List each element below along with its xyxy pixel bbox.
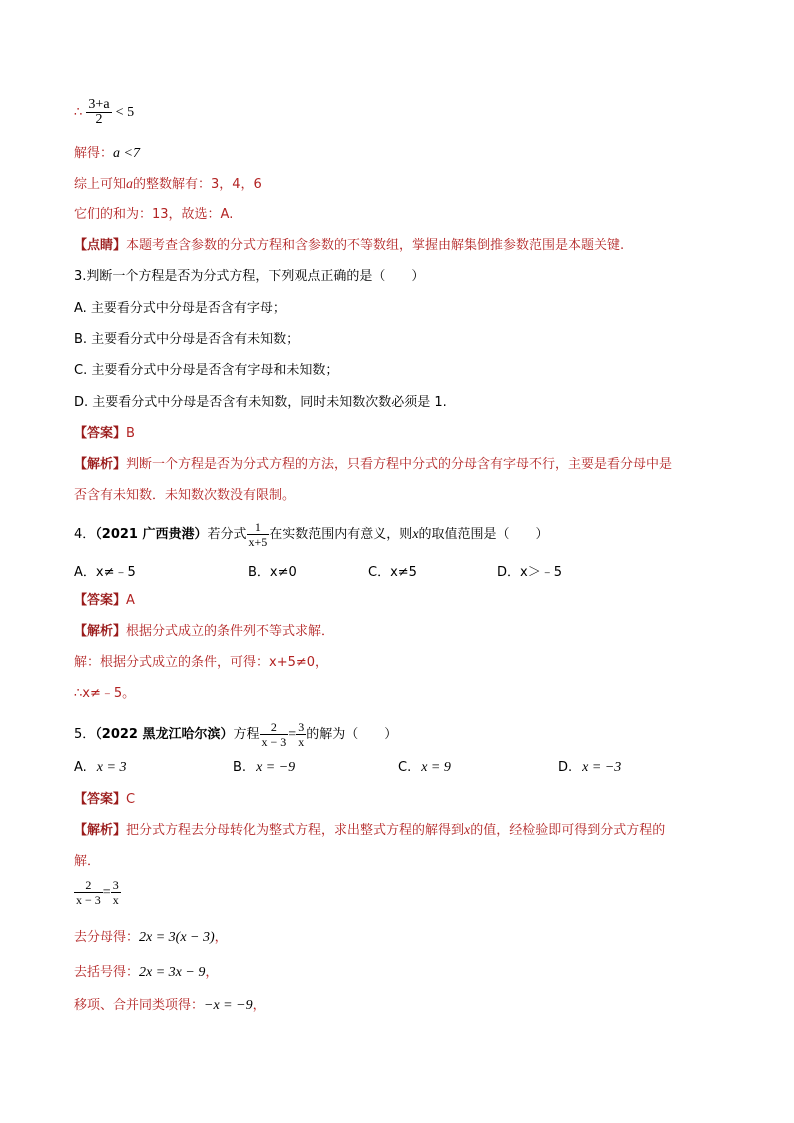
question-source: （2022 黑龙江哈尔滨） <box>95 727 234 742</box>
step-1-line: 去分母得：2x = 3(x − 3)， <box>74 930 228 945</box>
stem-text: 的解为（ ） <box>306 727 398 742</box>
question-4-option-c: C．x≠5 <box>368 565 417 580</box>
question-3-answer <box>74 425 135 443</box>
question-5-option-b: B. x = −9 <box>233 760 296 775</box>
question-5-option-c: C. x = 9 <box>398 760 451 775</box>
inequality-line <box>74 98 134 127</box>
fraction-numerator: 3 <box>112 878 119 892</box>
question-5-analysis <box>74 822 665 840</box>
answer-tag: 【答案】 <box>74 792 127 807</box>
question-4-stem <box>74 520 549 549</box>
sum-line: 它们的和为：13，故选：A. <box>74 207 234 222</box>
question-4-answer <box>74 592 135 610</box>
analysis-text: 的值，经检验即可得到分式方程的 <box>470 823 666 838</box>
fraction-denominator: x − 3 <box>261 735 287 749</box>
tip-tag: 【点睛】 <box>74 238 127 253</box>
step-3-line: 移项、合并同类项得：−x = −9， <box>74 998 266 1013</box>
question-4-option-d: D．x＞﹣5 <box>497 565 562 580</box>
fraction-denominator: x − 3 <box>76 893 101 907</box>
question-3-option-a: A. 主要看分式中分母是否含有字母； <box>74 301 286 316</box>
fraction <box>86 98 111 127</box>
question-3-option-d: D. 主要看分式中分母是否含有未知数，同时未知数次数必须是 1. <box>74 395 447 410</box>
analysis-text: 判断一个方程是否为分式方程的方法，只看方程中分式的分母含有字母不行，主要是看分母中是 <box>126 457 673 472</box>
equals-sign: = <box>288 727 297 742</box>
answer-tag: 【答案】 <box>74 593 127 608</box>
equals-sign: = <box>102 885 111 900</box>
answer-value: C <box>126 792 136 807</box>
step-label: 去分母得： <box>74 930 140 945</box>
question-4-option-b: B．x≠0 <box>248 565 297 580</box>
step-label: 去括号得： <box>74 965 140 980</box>
lhs-fraction <box>260 720 289 749</box>
answer-value: B <box>126 426 135 441</box>
answer-value: A <box>126 593 135 608</box>
question-5-option-d: D. x = −3 <box>558 760 622 775</box>
question-4-solution-2: ∴x≠﹣5。 <box>74 686 136 701</box>
fraction-numerator: 1 <box>247 520 270 535</box>
rhs-fraction <box>296 720 306 749</box>
question-5-answer <box>74 791 135 809</box>
question-4-solution-1: 解：根据分式成立的条件，可得：x+5≠0， <box>74 655 329 670</box>
step-2-line: 去括号得：2x = 3x − 9， <box>74 965 219 980</box>
fraction-denominator: 2 <box>95 112 103 127</box>
question-3-stem: 3.判断一个方程是否为分式方程，下列观点正确的是（ ） <box>74 269 425 284</box>
analysis-tag: 【解析】 <box>74 457 127 472</box>
answer-tag: 【答案】 <box>74 426 127 441</box>
question-4-analysis <box>74 623 334 641</box>
stem-text: 方程 <box>233 727 260 742</box>
question-3-option-b: B. 主要看分式中分母是否含有未知数； <box>74 332 300 347</box>
question-number: 5． <box>74 727 96 742</box>
fraction-denominator: x <box>298 735 305 749</box>
fraction-numerator: 3+a <box>88 97 110 112</box>
fraction-equation <box>74 878 121 907</box>
question-5-analysis-cont: 解． <box>74 854 101 869</box>
tip-line <box>74 237 624 255</box>
fraction-numerator: 2 <box>74 878 103 893</box>
fraction-numerator: 2 <box>260 720 289 735</box>
analysis-text: 把分式方程去分母转化为整式方程，求出整式方程的解得到 <box>126 823 465 838</box>
fraction-denominator: x+5 <box>248 535 268 549</box>
rhs-fraction <box>111 878 121 907</box>
question-3-option-c: C. 主要看分式中分母是否含有字母和未知数； <box>74 363 339 378</box>
step-expression: 2x = 3(x − 3) <box>139 930 215 945</box>
fraction-denominator: x <box>112 893 119 907</box>
fraction <box>247 520 270 549</box>
analysis-text: 根据分式成立的条件列不等式求解． <box>126 624 335 639</box>
step-label: 移项、合并同类项得： <box>74 998 205 1013</box>
inequality-relation: < 5 <box>115 105 135 120</box>
question-5-option-a: A. x = 3 <box>74 760 127 775</box>
fraction-numerator: 3 <box>298 720 305 734</box>
question-5-stem <box>74 720 397 749</box>
stem-text: 在实数范围内有意义，则 <box>269 527 413 542</box>
lhs-fraction <box>74 878 103 907</box>
tip-text: 本题考查含参数的分式方程和含参数的不等数组，掌握由解集倒推参数范围是本题关键. <box>126 238 625 253</box>
step-expression: −x = −9 <box>204 998 253 1013</box>
solve-line <box>74 145 140 163</box>
analysis-variable: x <box>464 823 471 838</box>
solve-label: 解得： <box>74 146 114 161</box>
question-source: （2021 广西贵港） <box>95 527 208 542</box>
question-3-analysis <box>74 456 672 474</box>
analysis-tag: 【解析】 <box>74 823 127 838</box>
summary-variable: a <box>126 177 134 192</box>
therefore-symbol: ∴ <box>74 105 83 120</box>
summary-line <box>74 176 262 194</box>
question-number: 4． <box>74 527 96 542</box>
question-3-analysis-cont: 否含有未知数．未知数次数没有限制。 <box>74 488 296 503</box>
step-expression: 2x = 3x − 9 <box>139 965 206 980</box>
summary-text: 的整数解有：3，4，6 <box>133 177 262 192</box>
solve-expression: a <7 <box>113 146 140 161</box>
stem-variable: x <box>412 527 419 542</box>
analysis-tag: 【解析】 <box>74 624 127 639</box>
stem-text: 若分式 <box>207 527 247 542</box>
question-4-option-a: A．x≠﹣5 <box>74 565 136 580</box>
stem-text: 的取值范围是（ ） <box>418 527 549 542</box>
summary-prefix: 综上可知 <box>74 177 127 192</box>
